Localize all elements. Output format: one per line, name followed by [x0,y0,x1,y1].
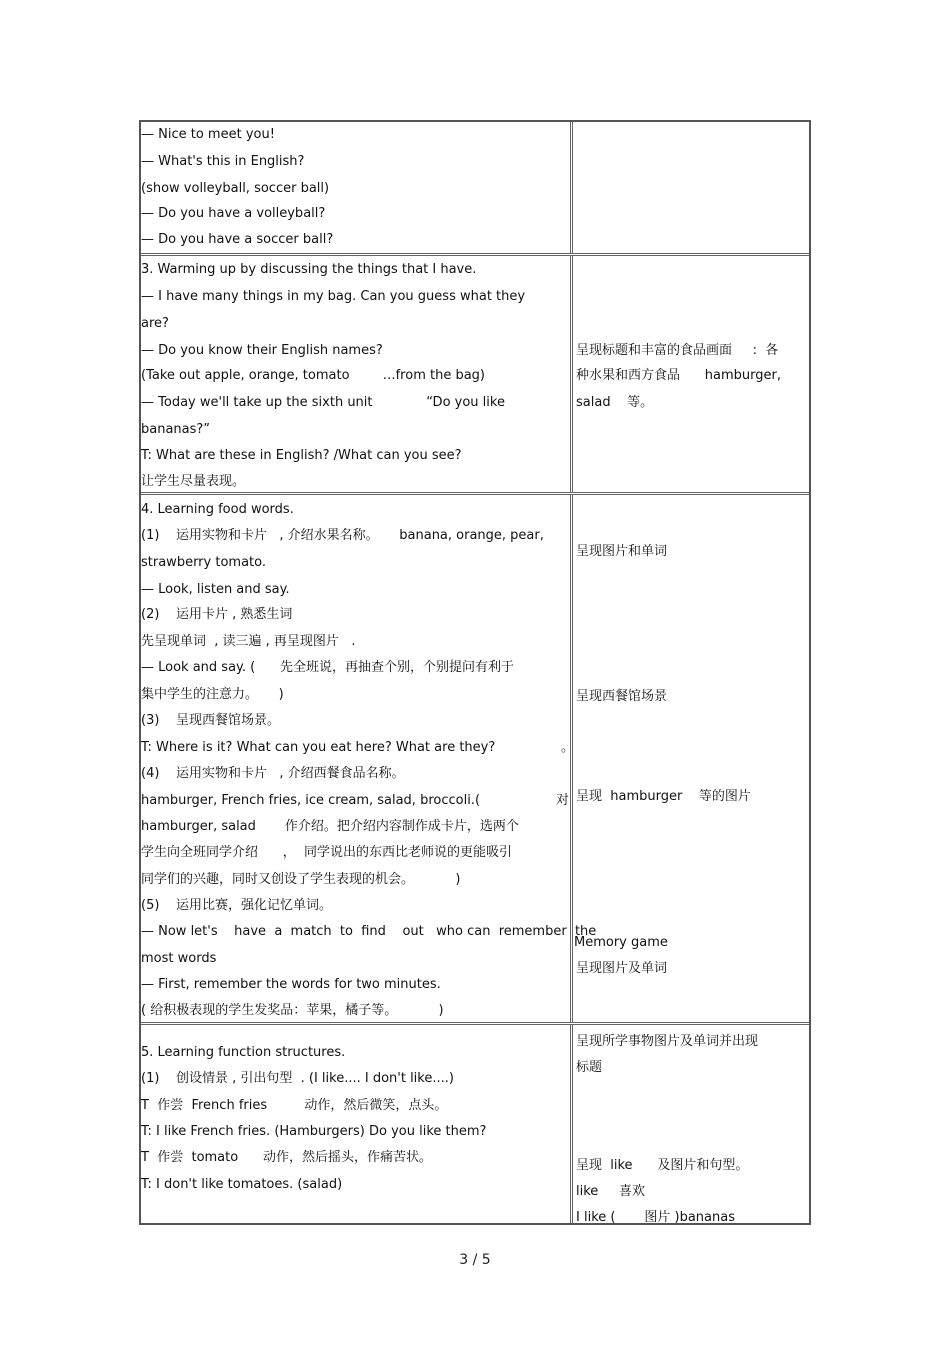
text-line: hamburger, French fries, ice cream, salad, broccoli.( [141,793,481,808]
text-line: T: What are these in English? /What can you see? [141,448,462,463]
text-line: 学生向全班同学介绍 ， 同学说出的东西比老师说的更能吸引 [141,845,513,860]
note-line: like 喜欢 [576,1184,645,1199]
text-line: — Today we'll take up the sixth unit “Do you like [141,395,505,410]
text-line: T 作尝 French fries 动作，然后微笑，点头。 [141,1098,448,1113]
note-line: salad 等。 [576,395,654,410]
text-line: — Do you know their English names? [141,343,383,358]
text-line: (show volleyball, soccer ball) [141,181,330,196]
table-row [141,256,809,495]
note-line: 呈现 like 及图片和句型。 [576,1158,749,1173]
page-number: 3 / 5 [459,1252,491,1268]
text-line: T: I don't like tomatoes. (salad) [141,1177,343,1192]
text-mark: 对 [556,793,570,808]
lesson-plan-table [139,120,811,1225]
text-line: T 作尝 tomato 动作，然后摇头，作痛苦状。 [141,1150,432,1165]
text-line: hamburger, salad 作介绍。把介绍内容制作成卡片，选两个 [141,819,519,834]
left-cell [141,256,573,492]
text-line: bananas?” [141,422,211,437]
text-line: 让学生尽量表现。 [141,474,246,489]
note-line: 呈现图片及单词 [576,961,668,976]
note-line: I like ( 图片 )bananas [576,1210,735,1225]
note-line: Memory game [574,935,668,950]
text-line: (5) 运用比赛，强化记忆单词。 [141,898,332,913]
text-line: — Do you have a volleyball? [141,206,326,221]
text-line: (1) 创设情景 , 引出句型 . (I like.... I don't like....) [141,1071,454,1086]
text-line: 同学们的兴趣，同时又创设了学生表现的机会。 ) [141,872,461,887]
text-line: — Look, listen and say. [141,582,290,597]
right-cell [573,256,809,492]
text-line: are? [141,316,169,331]
text-line: — First, remember the words for two minutes. [141,977,441,992]
note-line: 种水果和西方食品 hamburger, [576,368,781,383]
text-line: — Nice to meet you! [141,127,275,142]
text-line: ( 给积极表现的学生发奖品：苹果，橘子等。 ) [141,1003,444,1018]
right-cell [573,122,809,253]
text-line: 先呈现单词 , 读三遍 , 再呈现图片 . [141,634,356,649]
text-line: 3. Warming up by discussing the things that I have. [141,262,477,277]
text-line: strawberry tomato. [141,555,266,570]
text-line: 5. Learning function structures. [141,1045,346,1060]
text-line: most words [141,951,217,966]
table-row [141,1025,809,1223]
text-line: — Do you have a soccer ball? [141,232,334,247]
text-line: 4. Learning food words. [141,502,294,517]
text-line: — I have many things in my bag. Can you guess what they [141,289,526,304]
note-line: 呈现西餐馆场景 [576,689,668,704]
note-line: 呈现所学事物图片及单词并出现 [576,1034,759,1049]
text-line: (4) 运用实物和卡片 , 介绍西餐食品名称。 [141,766,405,781]
text-line: (3) 呈现西餐馆场景。 [141,713,280,728]
note-line: 标题 [576,1060,603,1075]
text-line: T: I like French fries. (Hamburgers) Do you like them? [141,1124,487,1139]
text-line: (2) 运用卡片 , 熟悉生词 [141,607,293,622]
text-mark: 。 [561,740,575,755]
right-cell [573,495,809,1022]
left-cell [141,122,573,253]
note-line: 呈现标题和丰富的食品画面 : 各 [576,343,779,358]
text-line: — Now let's have a match to find out who can remember the [141,924,597,939]
right-cell [573,1025,809,1223]
left-cell [141,495,597,1022]
text-line: T: Where is it? What can you eat here? What are they? [141,740,496,755]
text-line: — Look and say. ( 先全班说，再抽查个别，个别提问有利于 [141,660,515,675]
text-line: (Take out apple, orange, tomato …from the bag) [141,368,485,383]
table-row [141,495,809,1025]
left-cell [141,1025,573,1223]
text-line: 集中学生的注意力。 ) [141,687,284,702]
table-row [141,122,809,256]
note-line: 呈现 hamburger 等的图片 [576,789,751,804]
note-line: 呈现图片和单词 [576,544,668,559]
text-line: — What's this in English? [141,154,305,169]
text-line: (1) 运用实物和卡片 , 介绍水果名称。 banana, orange, pear, [141,528,544,543]
